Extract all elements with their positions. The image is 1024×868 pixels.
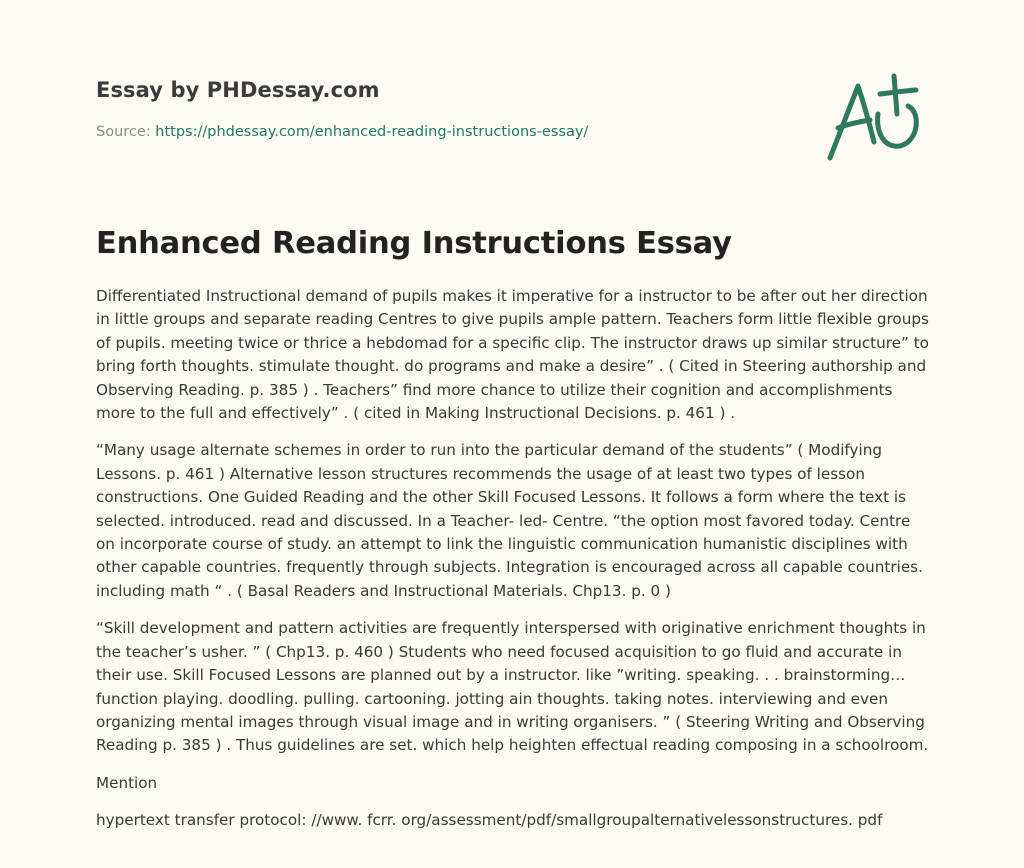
essay-body	[96, 285, 932, 847]
site-brand: Essay by PHDessay.com	[96, 78, 380, 102]
essay-title: Enhanced Reading Instructions Essay	[96, 226, 732, 261]
reference-link: hypertext transfer protocol: //www. fcrr. org/assessment/pdf/smallgroupalternativelessonstructures. pdf	[96, 811, 883, 830]
source-line	[96, 124, 588, 140]
paragraph: Differentiated Instructional demand of pupils makes it imperative for a instructor to be after out her direction in little groups and separate reading Centres to give pupils ample pattern. Teachers form little flexible groups of pupils. meeting twice or thrice a hebdomad for a specific clip. The instructor draws up similar structure” to bring forth thoughts. stimulate thought. do programs and make a desire” . ( Cited in Steering authorship and Observing Reading. p. 385 ) . Teachers” find more chance to utilize their cognition and accomplishments more to the full and effectively” . ( cited in Making Instructional Decisions. p. 461 ) .	[96, 287, 929, 423]
paragraph: “Skill development and pattern activities are frequently interspersed with originative enrichment thoughts in the teacher’s usher. ” ( Chp13. p. 460 ) Students who need focused acquisition to go fluid and accurate in their use. Skill Focused Lessons are planned out by a instructor. like ”writing. speaking. . . brainstorming… function playing. doodling. pulling. cartooning. jotting ain thoughts. taking notes. interviewing and even organizing mental images through visual image and in writing organisers. ” ( Steering Writing and Observing Reading p. 385 ) . Thus guidelines are set. which help heighten effectual reading composing in a schoolroom.	[96, 619, 929, 755]
source-link[interactable]: https://phdessay.com/enhanced-reading-instructions-essay/	[155, 124, 589, 140]
paragraph: “Many usage alternate schemes in order to run into the particular demand of the students” ( Modifying Lessons. p. 461 ) Alternative lesson structures recommends the usage of at least two types of lesson constructions. One Guided Reading and the other Skill Focused Lessons. It follows a form where the text is selected. introduced. read and discussed. In a Teacher- led- Centre. “the option most favored today. Centre on incorporate course of study. an attempt to link the linguistic communication humanistic disciplines with other capable countries. frequently through subjects. Integration is encouraged across all capable countries. including math “ . ( Basal Readers and Instructional Materials. Chp13. p. 0 )	[96, 441, 923, 600]
a-plus-logo-icon	[824, 68, 928, 164]
reference-heading: Mention	[96, 773, 158, 792]
source-label: Source:	[96, 124, 156, 140]
